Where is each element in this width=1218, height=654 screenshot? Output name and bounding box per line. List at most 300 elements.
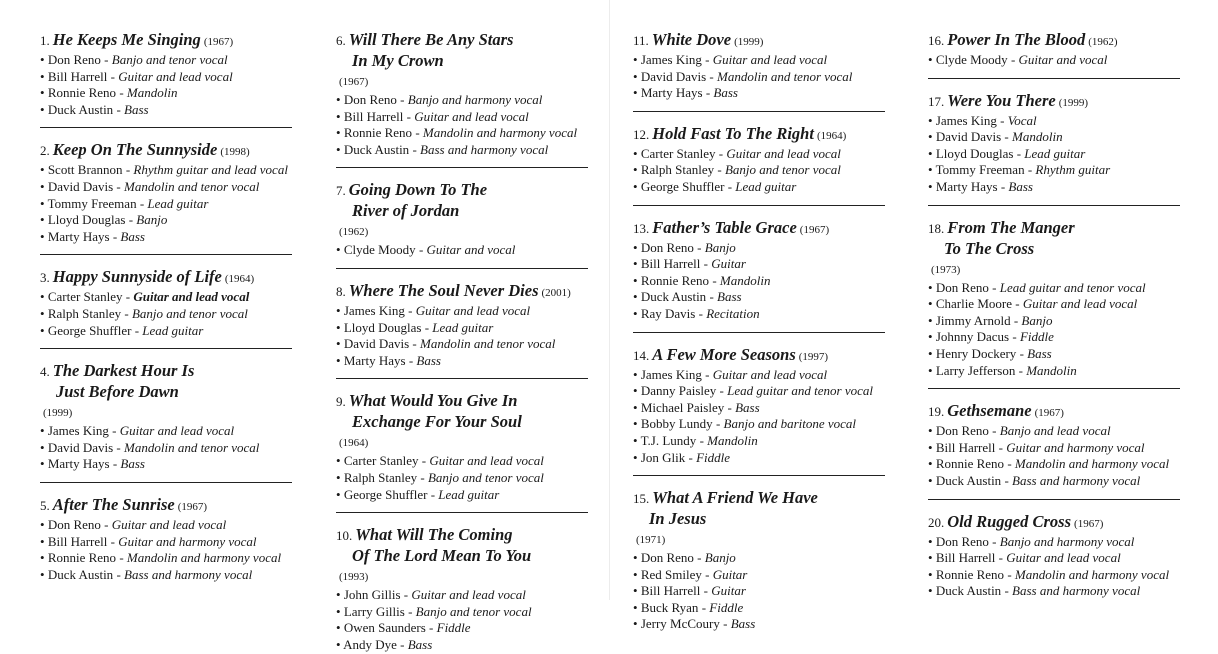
credit-line [40, 567, 330, 584]
musician-name: Henry Dockery [935, 345, 1017, 361]
musician-role: Bass [120, 228, 145, 244]
musician-role: Mandolin [1012, 129, 1063, 145]
bullet-icon: • [336, 352, 344, 368]
dash-separator: - [996, 112, 1008, 128]
musician-name: Don Reno [640, 550, 694, 566]
bullet-icon: • [40, 322, 48, 338]
credit-line [336, 303, 626, 320]
musician-role: Bass [717, 289, 742, 305]
credit-line [40, 323, 330, 340]
dash-separator: - [100, 516, 112, 532]
musician-name: Michael Paisley [640, 399, 725, 415]
musician-role: Guitar and harmony vocal [118, 533, 257, 549]
credit-line [40, 85, 330, 102]
dash-separator: - [109, 228, 121, 244]
credit-line [40, 229, 330, 246]
track-number: 14. [633, 347, 650, 363]
musician-role: Guitar and lead vocal [1022, 296, 1138, 312]
musician-name: T.J. Lundy [640, 432, 697, 448]
track-title: What Will The Coming [355, 525, 513, 545]
track-title: Exchange For Your Soul [352, 412, 522, 432]
dash-separator: - [693, 239, 705, 255]
dash-separator: - [702, 85, 714, 101]
bullet-icon: • [336, 603, 344, 619]
credit-line [928, 162, 1218, 179]
credit-line [40, 212, 330, 229]
divider-rule [336, 378, 588, 379]
musician-role: Guitar [711, 256, 746, 272]
track-entry [633, 218, 923, 333]
dash-separator: - [719, 616, 731, 632]
dash-separator: - [116, 85, 127, 101]
credit-line [336, 142, 626, 159]
bullet-icon: • [928, 550, 936, 566]
track-year: (1962) [339, 226, 369, 239]
dash-separator: - [404, 302, 416, 318]
bullet-icon: • [633, 178, 641, 194]
musician-role: Guitar and lead vocal [429, 453, 544, 469]
musician-name: Danny Paisley [640, 383, 717, 399]
bullet-icon: • [633, 566, 641, 582]
track-year: (1973) [931, 263, 961, 276]
musician-name: George Shuffler [343, 486, 428, 502]
dash-separator: - [121, 305, 132, 321]
bullet-icon: • [633, 383, 641, 399]
track-title: Were You There [947, 90, 1056, 110]
musician-name: Don Reno [640, 239, 694, 255]
bullet-icon: • [40, 212, 48, 228]
bullet-icon: • [633, 145, 641, 161]
track-year: (1971) [636, 534, 666, 547]
credit-line [336, 92, 626, 109]
track-heading [633, 218, 923, 240]
track-entry [633, 345, 923, 477]
credit-line [633, 240, 923, 257]
credit-line [928, 313, 1218, 330]
track-heading [40, 267, 330, 289]
dash-separator: - [122, 162, 134, 178]
dash-separator: - [701, 52, 713, 67]
track-entry [928, 401, 1218, 499]
dash-separator: - [693, 550, 705, 566]
musician-name: David Davis [343, 336, 410, 352]
bullet-icon: • [928, 296, 936, 312]
credit-line [928, 346, 1218, 363]
track-title: After The Sunrise [52, 494, 175, 514]
dash-separator: - [131, 322, 143, 338]
track-entry [633, 30, 923, 112]
divider-rule [928, 205, 1180, 206]
musician-name: Duck Austin [343, 141, 410, 157]
track-heading [633, 345, 923, 367]
credit-line [633, 306, 923, 323]
track-title: White Dove [651, 30, 732, 49]
track-title: What Would You Give In [348, 391, 518, 411]
divider-rule [633, 111, 885, 112]
track-heading [633, 488, 923, 550]
dash-separator: - [695, 305, 707, 321]
track-title: In Jesus [649, 509, 707, 529]
musician-name: Marty Hays [47, 456, 110, 472]
musician-role: Guitar and lead vocal [133, 289, 250, 305]
dash-separator: - [698, 599, 710, 615]
musician-role: Bass and harmony vocal [1012, 583, 1141, 599]
dash-separator: - [418, 453, 430, 469]
divider-rule [336, 512, 588, 513]
dash-separator: - [108, 423, 120, 439]
bullet-icon: • [336, 242, 344, 258]
dash-separator: - [113, 439, 125, 455]
track-number: 12. [633, 126, 650, 142]
dash-separator: - [403, 108, 415, 124]
track-title: The Darkest Hour Is [52, 361, 195, 381]
divider-rule [40, 127, 292, 128]
dash-separator: - [1001, 129, 1013, 145]
dash-separator: - [1009, 329, 1020, 345]
musician-role: Guitar and vocal [1018, 52, 1108, 67]
credit-line [633, 550, 923, 567]
track-title: Power In The Blood [947, 30, 1086, 49]
musician-name: Tommy Freeman [47, 195, 137, 211]
dash-separator: - [122, 289, 134, 305]
track-heading [336, 281, 626, 303]
credit-line [40, 102, 330, 119]
track-number: 9. [336, 394, 346, 410]
musician-name: Duck Austin [935, 583, 1002, 599]
musician-role: Bass and harmony vocal [420, 141, 549, 157]
musician-name: Lloyd Douglas [343, 319, 422, 335]
credit-line [336, 487, 626, 504]
bullet-icon: • [40, 68, 48, 84]
musician-role: Lead guitar [438, 486, 500, 502]
credit-line [336, 453, 626, 470]
bullet-icon: • [928, 439, 936, 455]
dash-separator: - [427, 486, 439, 502]
credit-line [928, 456, 1218, 473]
bullet-icon: • [40, 289, 48, 305]
bullet-icon: • [633, 449, 641, 465]
bullet-icon: • [928, 329, 936, 345]
musician-name: David Davis [935, 129, 1002, 145]
musician-name: Ronnie Reno [343, 125, 413, 141]
bullet-icon: • [336, 636, 344, 652]
track-entry [336, 391, 626, 513]
dash-separator: - [396, 636, 408, 652]
track-entry [928, 30, 1218, 79]
dash-separator: - [107, 68, 119, 84]
track-number: 8. [336, 283, 346, 299]
bullet-icon: • [40, 228, 48, 244]
credit-line [928, 550, 1218, 567]
track-number: 20. [928, 514, 945, 530]
musician-role: Bass [735, 399, 760, 415]
bullet-icon: • [336, 319, 344, 335]
divider-rule [928, 499, 1180, 500]
bullet-icon: • [928, 178, 936, 194]
track-heading [40, 30, 330, 52]
credit-line [928, 567, 1218, 584]
bullet-icon: • [928, 456, 936, 472]
credit-line [633, 146, 923, 163]
dash-separator: - [113, 566, 125, 582]
musician-role: Fiddle [436, 620, 471, 636]
track-entry [928, 218, 1218, 390]
musician-name: Carter Stanley [640, 145, 716, 161]
musician-role: Lead guitar [147, 195, 209, 211]
musician-role: Fiddle [709, 599, 744, 615]
bullet-icon: • [40, 439, 48, 455]
track-number: 3. [40, 270, 50, 286]
musician-name: Duck Austin [47, 566, 114, 582]
dash-separator: - [715, 145, 727, 161]
bullet-icon: • [40, 195, 48, 211]
dash-separator: - [1015, 362, 1027, 378]
musician-name: James King [935, 112, 997, 128]
credit-line [336, 470, 626, 487]
bullet-icon: • [40, 516, 48, 532]
credit-line [336, 242, 626, 259]
bullet-icon: • [928, 129, 936, 145]
dash-separator: - [995, 439, 1007, 455]
bullet-icon: • [633, 305, 641, 321]
musician-role: Guitar and lead vocal [111, 516, 227, 532]
dash-separator: - [1016, 345, 1028, 361]
credit-line [336, 336, 626, 353]
musician-name: Duck Austin [47, 101, 114, 117]
track-title: Where The Soul Never Dies [348, 280, 539, 300]
bullet-icon: • [336, 125, 344, 141]
track-year: (1964) [224, 273, 255, 286]
bullet-icon: • [40, 566, 48, 582]
track-number: 5. [40, 497, 50, 513]
musician-name: Owen Saunders [343, 620, 426, 636]
musician-role: Bass [120, 456, 145, 472]
bullet-icon: • [928, 312, 936, 328]
musician-name: Johnny Dacus [935, 329, 1010, 345]
dash-separator: - [706, 68, 718, 84]
dash-separator: - [100, 52, 112, 67]
dash-separator: - [116, 550, 127, 566]
track-title: Keep On The Sunnyside [52, 140, 218, 160]
musician-name: James King [640, 366, 702, 382]
credit-line [633, 450, 923, 467]
musician-name: Don Reno [47, 516, 101, 532]
musician-name: Don Reno [343, 92, 397, 107]
musician-role: Banjo and lead vocal [999, 423, 1111, 439]
musician-role: Guitar and harmony vocal [1006, 439, 1145, 455]
credit-line [40, 162, 330, 179]
track-heading [40, 361, 330, 423]
musician-role: Guitar and lead vocal [1006, 550, 1121, 566]
bullet-icon: • [633, 162, 641, 178]
musician-role: Guitar and lead vocal [726, 145, 841, 161]
credit-line [633, 367, 923, 384]
musician-role: Fiddle [696, 449, 731, 465]
musician-role: Banjo [136, 212, 168, 228]
musician-name: Marty Hays [47, 228, 110, 244]
dash-separator: - [415, 242, 427, 258]
musician-role: Mandolin and tenor vocal [717, 68, 853, 84]
track-entry [928, 512, 1218, 600]
credit-line [633, 179, 923, 196]
track-year: (1999) [43, 407, 73, 420]
dash-separator: - [706, 289, 718, 305]
track-heading [336, 391, 626, 453]
bullet-icon: • [40, 533, 48, 549]
musician-name: Don Reno [935, 423, 989, 439]
credit-line [633, 400, 923, 417]
musician-name: Andy Dye [343, 636, 397, 652]
bullet-icon: • [633, 289, 641, 305]
dash-separator: - [724, 178, 736, 194]
track-number: 15. [633, 491, 650, 507]
bullet-icon: • [633, 272, 641, 288]
bullet-icon: • [928, 566, 936, 582]
credit-line [928, 440, 1218, 457]
track-heading [928, 30, 1218, 52]
credit-line [40, 423, 330, 440]
bullet-icon: • [928, 583, 936, 599]
track-year: (1962) [1088, 36, 1118, 48]
credit-line [40, 550, 330, 567]
credit-line [633, 416, 923, 433]
musician-name: Ralph Stanley [343, 469, 418, 485]
credit-line [336, 637, 626, 654]
track-year: (1999) [1058, 96, 1089, 109]
credit-line [336, 320, 626, 337]
musician-name: Jerry McCoury [640, 616, 720, 632]
musician-role: Guitar and lead vocal [414, 108, 529, 124]
bullet-icon: • [336, 336, 344, 352]
track-column-4 [928, 0, 1218, 600]
dash-separator: - [417, 469, 428, 485]
dash-separator: - [701, 566, 713, 582]
musician-name: James King [640, 52, 702, 67]
credit-line [633, 600, 923, 617]
musician-role: Banjo and baritone vocal [723, 416, 857, 432]
dash-separator: - [113, 178, 125, 194]
musician-name: Don Reno [935, 279, 989, 295]
musician-role: Banjo [704, 550, 736, 566]
musician-name: Tommy Freeman [935, 162, 1025, 178]
musician-name: Bobby Lundy [640, 416, 713, 432]
musician-name: Ronnie Reno [47, 550, 117, 566]
musician-name: Duck Austin [935, 472, 1002, 488]
bullet-icon: • [336, 108, 344, 124]
track-title: Father’s Table Grace [652, 217, 797, 237]
musician-role: Bass [730, 616, 756, 632]
divider-rule [633, 332, 885, 333]
musician-name: Ralph Stanley [640, 162, 715, 178]
musician-role: Bass [124, 101, 149, 117]
musician-role: Guitar [712, 566, 748, 582]
bullet-icon: • [928, 533, 936, 549]
dash-separator: - [696, 432, 708, 448]
credit-line [928, 473, 1218, 490]
bullet-icon: • [633, 583, 641, 599]
bullet-icon: • [336, 486, 344, 502]
bullet-icon: • [336, 92, 344, 107]
track-title: River of Jordan [352, 201, 460, 221]
musician-name: Bill Harrell [343, 108, 404, 124]
credit-line [928, 52, 1218, 69]
divider-rule [40, 482, 292, 483]
musician-name: Lloyd Douglas [935, 145, 1014, 161]
musician-role: Banjo [704, 239, 736, 255]
musician-name: Bill Harrell [47, 533, 108, 549]
credit-line [928, 280, 1218, 297]
musician-name: Bill Harrell [47, 68, 108, 84]
credit-line [633, 289, 923, 306]
musician-role: Lead guitar and tenor vocal [727, 383, 874, 399]
credit-line [336, 125, 626, 142]
bullet-icon: • [336, 620, 344, 636]
track-heading [928, 512, 1218, 534]
musician-role: Guitar and lead vocal [119, 423, 235, 439]
track-title: What A Friend We Have [652, 488, 818, 508]
bullet-icon: • [928, 52, 936, 67]
track-heading [633, 30, 923, 52]
track-entry [336, 525, 626, 653]
bullet-icon: • [633, 239, 641, 255]
bullet-icon: • [928, 472, 936, 488]
track-year: (1964) [339, 437, 369, 450]
musician-name: Marty Hays [343, 352, 406, 368]
divider-rule [633, 205, 885, 206]
musician-role: Mandolin [1026, 362, 1077, 378]
credit-line [928, 583, 1218, 600]
credit-line [336, 587, 626, 604]
dash-separator: - [1001, 472, 1013, 488]
musician-role: Mandolin [126, 85, 178, 101]
bullet-icon: • [40, 85, 48, 101]
bullet-icon: • [633, 256, 641, 272]
musician-name: Carter Stanley [47, 289, 123, 305]
credit-line [928, 179, 1218, 196]
track-year: (1967) [339, 76, 369, 88]
divider-rule [928, 388, 1180, 389]
bullet-icon: • [336, 469, 344, 485]
track-title: Of The Lord Mean To You [352, 546, 532, 566]
musician-name: Larry Jefferson [935, 362, 1016, 378]
track-number: 16. [928, 33, 945, 48]
credit-line [633, 583, 923, 600]
credit-line [633, 69, 923, 86]
bullet-icon: • [336, 141, 344, 157]
dash-separator: - [409, 336, 421, 352]
credit-line [633, 162, 923, 179]
musician-name: George Shuffler [640, 178, 725, 194]
dash-separator: - [421, 319, 433, 335]
musician-role: Bass [713, 85, 738, 101]
musician-name: Marty Hays [640, 85, 703, 101]
dash-separator: - [1011, 296, 1023, 312]
musician-role: Bass [407, 636, 433, 652]
track-number: 18. [928, 220, 945, 236]
track-heading [336, 180, 626, 242]
bullet-icon: • [928, 145, 936, 161]
track-year: (2001) [541, 286, 571, 299]
musician-name: Scott Brannon [47, 162, 123, 178]
bullet-icon: • [633, 616, 641, 632]
musician-role: Bass [1008, 178, 1033, 194]
track-title: Old Rugged Cross [947, 511, 1072, 531]
musician-role: Banjo and harmony vocal [407, 92, 543, 107]
dash-separator: - [724, 399, 736, 415]
musician-role: Mandolin and harmony vocal [1014, 456, 1170, 472]
track-year: (1967) [799, 223, 830, 236]
bullet-icon: • [633, 52, 641, 67]
